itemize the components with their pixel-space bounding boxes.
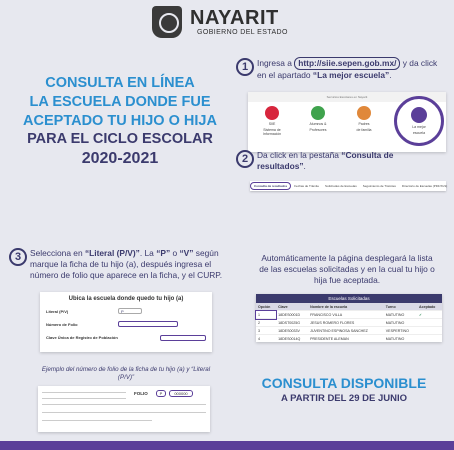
- folio-example-card: [38, 386, 210, 432]
- col-opcion: Opción: [256, 303, 276, 311]
- table-row: 3 18DES0033V JUVENTINO ESPINOSA SANCHEZ VESPERTINO: [256, 327, 442, 335]
- school-year: 2020-2021: [81, 150, 159, 167]
- curp-input[interactable]: [160, 335, 206, 341]
- form-title: Ubica la escuela donde quedo tu hijo (a): [68, 296, 184, 302]
- tab-solicitudes[interactable]: Solicitudes de Escuelas: [325, 184, 357, 188]
- title-line-2: LA ESCUELA DONDE FUE: [29, 94, 211, 110]
- menu-card-siie[interactable]: SIIE Sistema de Información: [254, 106, 290, 142]
- tab-directorio[interactable]: Directorio de Escuelas (PDF/XLS): [401, 184, 448, 188]
- literal-label: Literal (P/V): [46, 309, 69, 314]
- availability-date: A PARTIR DEL 29 DE JUNIO: [281, 393, 407, 404]
- results-tab-bar: [250, 181, 446, 191]
- folio-input[interactable]: [118, 321, 178, 327]
- main-title: [20, 74, 220, 131]
- folio-print-label: FOLIO: [134, 391, 148, 396]
- literal-select[interactable]: P: [118, 308, 142, 314]
- col-turno: Turno: [384, 303, 417, 311]
- availability-headline: CONSULTA DISPONIBLE: [261, 375, 427, 391]
- accepted-check-icon: ✓: [417, 311, 442, 319]
- step-1-text: Ingresa a http://siie.sepen.gob.mx/ y da click en el apartado “La mejor escuela”.: [257, 58, 438, 80]
- siie-icon: [265, 106, 279, 120]
- step-2-number: 2: [236, 150, 254, 168]
- table-row: 2 18DST0025G JESUS ROMERO FLORES MATUTINO: [256, 319, 442, 327]
- mejor-escuela-highlight[interactable]: La mejor escuela: [394, 96, 444, 146]
- folio-search-form: [40, 292, 212, 352]
- title-line-3: ACEPTADO TU HIJO O HIJA: [23, 113, 217, 129]
- folio-example-caption: Ejemplo del número de folio de la ficha de tu hijo (a) y “Literal (P/V)”: [41, 366, 211, 381]
- curp-label: Clave Única de Registro de Población: [46, 335, 118, 340]
- state-seal-icon: [152, 6, 182, 38]
- parents-icon: [357, 106, 371, 120]
- table-row: 4 18DES0014Q PRESIDENTE ALEMAN MATUTINO: [256, 335, 442, 343]
- best-school-icon: [411, 107, 427, 123]
- step-3-text: Selecciona en “Literal (P/V)”. La “P” o “V” según marque la ficha de tu hijo (a), después ingresa el número de folio que aparece en la ficha, y el CURP.: [30, 248, 223, 280]
- folio-label: Número de Folio: [46, 322, 78, 327]
- step-3-number: 3: [9, 248, 27, 266]
- menu-card-padres[interactable]: Padres de familia: [346, 106, 382, 142]
- title-line-1: CONSULTA EN LÍNEA: [45, 75, 195, 91]
- students-icon: [311, 106, 325, 120]
- table-row: 1 18DES0001D FRANCISCO VILLA MATUTINO ✓: [256, 311, 442, 319]
- step-1-number: 1: [236, 58, 254, 76]
- brand-name: NAYARIT: [190, 7, 279, 29]
- col-aceptado: Aceptado: [417, 303, 442, 311]
- tab-consulta-resultados[interactable]: Consulta de resultados: [250, 182, 291, 190]
- tab-seguimiento[interactable]: Seguimiento de Trámites: [362, 184, 396, 188]
- tab-fechas-tramite[interactable]: Fechas de Trámite: [294, 184, 320, 188]
- step-2-text: Da click en la pestaña “Consulta de resultados”.: [257, 150, 394, 171]
- col-nombre: Nombre de la escuela: [308, 303, 384, 311]
- screenshot-title-bar: Servicios Escolares en Nayarit: [248, 92, 446, 102]
- folio-literal-box: P: [156, 390, 166, 397]
- results-description: Automáticamente la página desplegará la lista de las escuelas solicitadas y en la cual tu hijo o hija fue aceptada.: [259, 253, 435, 285]
- title-line-4: PARA EL CICLO ESCOLAR: [27, 131, 213, 147]
- cycle-title: [20, 130, 220, 168]
- results-table: [256, 294, 442, 342]
- consulta-resultados-label: “Consulta de resultados”: [257, 150, 394, 171]
- siie-url-link[interactable]: http://siie.sepen.gob.mx/: [294, 57, 400, 70]
- folio-number-box: 000000: [169, 390, 193, 397]
- mejor-escuela-link-label: “La mejor escuela”: [312, 70, 390, 80]
- menu-card-alumnos[interactable]: Alumnos & Profesores: [300, 106, 336, 142]
- col-clave: Clave: [276, 303, 308, 311]
- brand-subtitle: GOBIERNO DEL ESTADO: [197, 29, 288, 36]
- results-table-title: Escuelas Solicitadas: [256, 294, 442, 303]
- bottom-accent-bar: [0, 441, 454, 450]
- siie-screenshot: [248, 92, 446, 152]
